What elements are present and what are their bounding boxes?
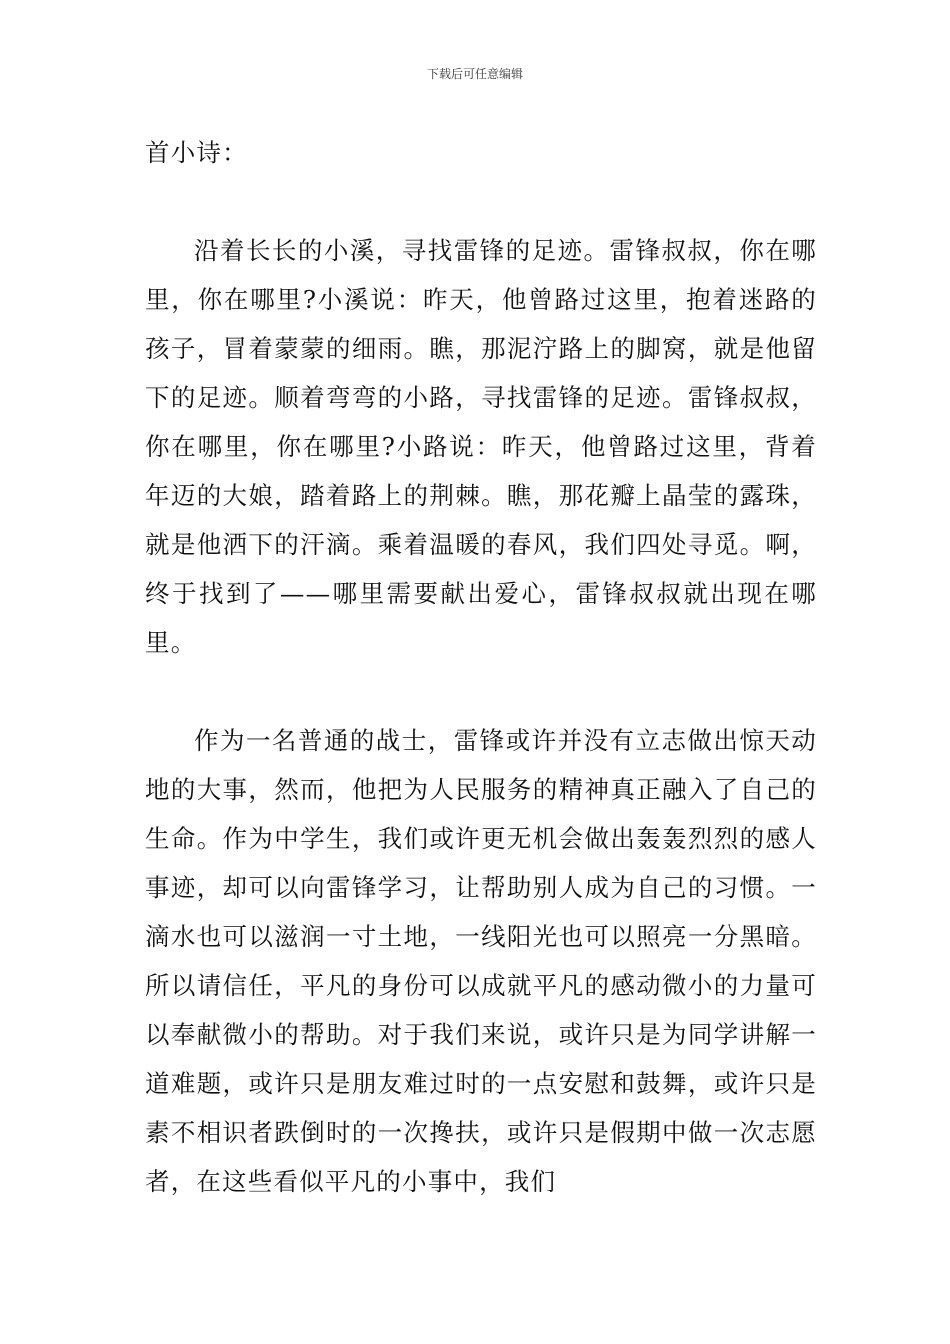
paragraph-gap [145, 177, 817, 226]
paragraph-reflection: 作为一名普通的战士，雷锋或许并没有立志做出惊天动地的大事，然而，他把为人民服务的精神真正融入了自己的生命。作为中学生，我们或许更无机会做出轰轰烈烈的感人事迹，却可以向雷锋学习，让帮助别人成为自己的习惯。一滴水也可以滋润一寸土地，一线阳光也可以照亮一分黑暗。所以请信任，平凡的身份可以成就平凡的感动微小的力量可以奉献微小的帮助。对于我们来说，或许只是为同学讲解一道难题，或许只是朋友难过时的一点安慰和鼓舞，或许只是素不相识者跌倒时的一次搀扶，或许只是假期中做一次志愿者，在这些看似平凡的小事中，我们 [145, 726, 817, 1196]
document-body [145, 128, 817, 1206]
paragraph-poem: 沿着长长的小溪，寻找雷锋的足迹。雷锋叔叔，你在哪里，你在哪里?小溪说：昨天，他曾路过这里，抱着迷路的孩子，冒着蒙蒙的细雨。瞧，那泥泞路上的脚窝，就是他留下的足迹。顺着弯弯的小路，寻找雷锋的足迹。雷锋叔叔，你在哪里，你在哪里?小路说：昨天，他曾路过这里，背着年迈的大娘，踏着路上的荆棘。瞧，那花瓣上晶莹的露珠，就是他洒下的汗滴。乘着温暖的春风，我们四处寻觅。啊，终于找到了——哪里需要献出爱心，雷锋叔叔就出现在哪里。 [145, 236, 817, 657]
paragraph-poem-intro: 首小诗： [145, 138, 248, 167]
page-header: 下载后可任意编辑 [426, 67, 523, 81]
paragraph-gap [145, 667, 817, 716]
